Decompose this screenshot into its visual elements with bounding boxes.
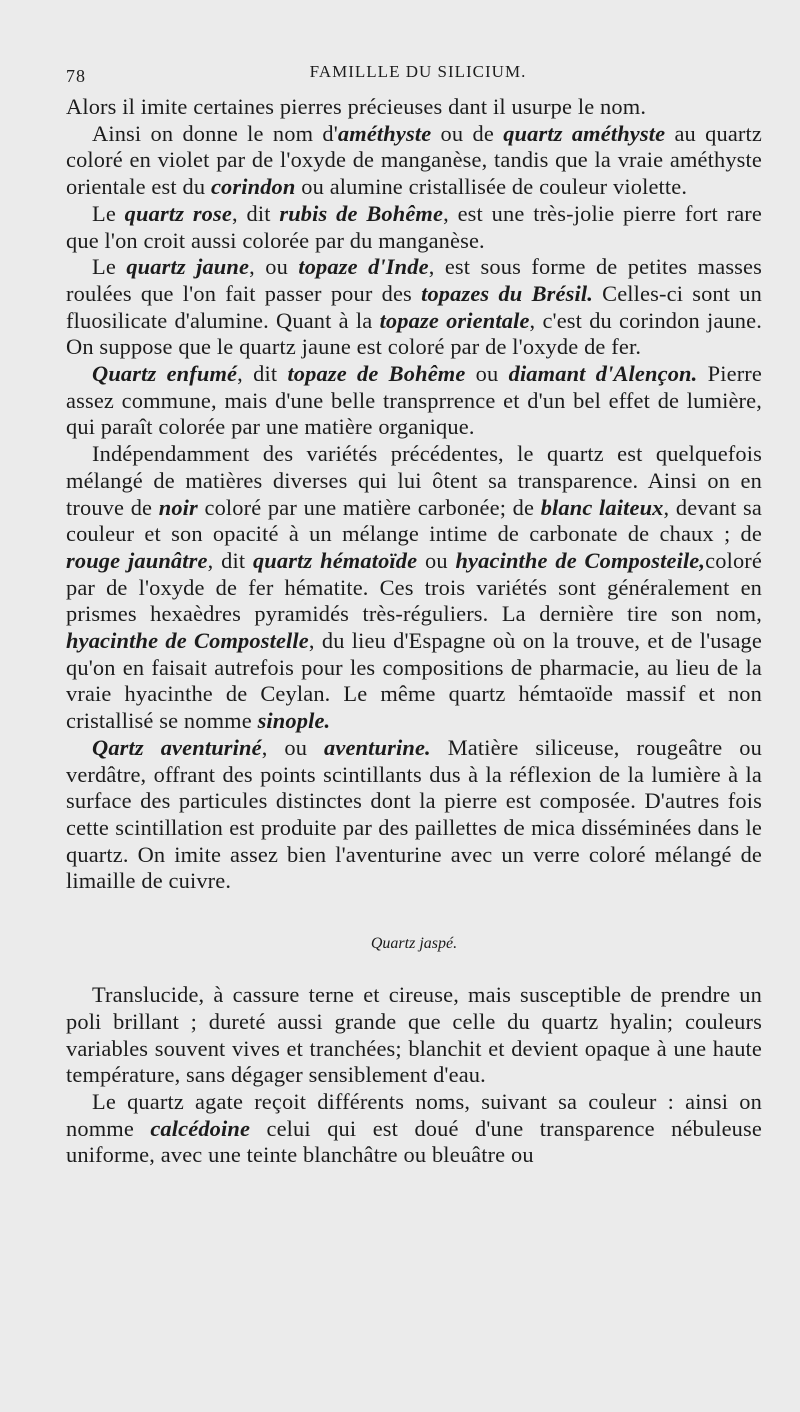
text-run: celui qui est doué d'une transparence nébuleuse uniforme, avec une teinte blanchâtre ou bleuâtre ou: [66, 1115, 762, 1168]
paragraph: [66, 441, 762, 735]
text-run: Alors il imite certaines pierres précieuses dant il usurpe le nom.: [66, 94, 647, 119]
text-run: , dit: [207, 547, 253, 573]
italic-term: calcédoine: [150, 1115, 251, 1141]
italic-term: corindon: [210, 174, 296, 200]
italic-term: Quartz enfumé: [92, 361, 238, 387]
text-run: Matière siliceuse, rougeâtre ou verdâtre, offrant des points scintillants dus à la réflexion de la lumière à la surface des particules distinctes dont la pierre est composée. D'autres fois cette scintillation est produite par des paillettes de mica disséminées dans le quartz. On imite assez bien l'aventurine avec un verre coloré mélangé de limaille de cuivre.: [66, 734, 762, 894]
text-run: ou: [465, 361, 509, 387]
text-run: , du lieu d'Espagne où on la trouve, et de l'usage qu'on en faisait autrefois pour les compositions de pharmacie, au lieu de la vraie hyacinthe de Ceylan. Le même quartz hémtaoïde massif et non cristallisé se nomme: [66, 628, 762, 734]
text-run: au quartz coloré en violet par de l'oxyde de manganèse, tandis que la vraie améthyste orientale est du: [66, 120, 762, 200]
main-text: [66, 94, 762, 895]
section-heading: Quartz jaspé.: [370, 935, 458, 953]
text-run: ou: [417, 547, 456, 573]
text-run: Le quartz agate reçoit différents noms, suivant sa couleur : ainsi on nomme: [66, 1088, 762, 1141]
text-run: ou de: [431, 120, 504, 146]
italic-term: diamant d'Alençon.: [508, 361, 698, 387]
italic-term: quartz hématoïde: [252, 547, 418, 573]
text-run: , est une très-jolie pierre fort rare que l'on croit aussi colorée par du manganèse.: [66, 200, 762, 253]
italic-term: hyacinthe de Compostelle: [66, 628, 309, 654]
paragraph: [66, 121, 762, 201]
text-run: , c'est du corindon jaune. On suppose que le quartz jaune est coloré par de l'oxyde de fer.: [66, 307, 762, 360]
italic-term: blanc laiteux: [540, 494, 664, 520]
italic-term: sinople.: [257, 708, 331, 734]
italic-term: rubis de Bohême: [279, 200, 444, 226]
paragraph: [66, 735, 762, 895]
italic-term: améthyste: [337, 120, 432, 146]
paragraph: [66, 982, 762, 1089]
text-run: Le: [92, 200, 125, 226]
italic-term: quartz améthyste: [503, 120, 666, 146]
text-run: coloré par de l'oxyde de fer hématite. Ces trois variétés sont généralement en prismes hexaèdres pyramidés très-réguliers. La dernière tire son nom,: [66, 547, 762, 627]
italic-term: quartz rose: [124, 200, 232, 226]
text-run: Pierre assez commune, mais d'une belle transprrence et d'un bel effet de lumière, qui paraît colorée par une matière organique.: [66, 361, 763, 440]
running-title: FAMILLLE DU SILICIUM.: [309, 62, 527, 81]
page-number: 78: [66, 66, 86, 86]
text-run: Celles-ci sont un fluosilicate d'alumine. Quant à la: [66, 280, 762, 333]
text-run: , dit: [231, 200, 280, 226]
paragraph: [66, 201, 762, 254]
text-run: , ou: [261, 734, 325, 760]
text-run: coloré par une matière carbonée; de: [197, 494, 541, 520]
text-run: Le: [92, 254, 127, 280]
italic-term: topaze de Bohême: [287, 361, 466, 387]
italic-term: topaze orientale: [379, 307, 530, 333]
page-header: [66, 0, 762, 94]
paragraph: [66, 94, 762, 121]
italic-term: topaze d'Inde: [298, 254, 429, 280]
italic-term: hyacinthe de Composteile,: [455, 547, 706, 573]
italic-term: aventurine.: [324, 734, 431, 760]
italic-term: noir: [158, 494, 198, 520]
italic-term: Qartz aventuriné: [92, 734, 262, 760]
text-run: Translucide, à cassure terne et cireuse, mais susceptible de prendre un poli brillant ; dureté aussi grande que celle du quartz hyalin; couleurs variables souvent vives et tranchées; blanchit et devient opaque à une haute température, sans dégager sensiblement d'eau.: [66, 982, 762, 1088]
text-run: , ou: [249, 254, 299, 280]
paragraph: [66, 1089, 762, 1169]
italic-term: quartz jaune: [126, 254, 250, 280]
text-run: , dit: [237, 361, 288, 387]
italic-term: rouge jaunâtre: [66, 547, 208, 573]
text-run: , devant sa couleur et son opacité à un mélange intime de carbonate de chaux ; de: [66, 494, 762, 547]
section-text: [66, 982, 762, 1169]
italic-term: topazes du Brésil.: [421, 280, 593, 306]
text-run: Indépendamment des variétés précédentes, le quartz est quelquefois mélangé de matières diverses qui lui ôtent sa transparence. Ainsi on en trouve de: [66, 441, 762, 520]
paragraph: [66, 254, 762, 361]
text-run: , est sous forme de petites masses roulées que l'on fait passer pour des: [66, 254, 762, 306]
text-run: ou alumine cristallisée de couleur violette.: [295, 174, 688, 200]
text-run: Ainsi on donne le nom d': [92, 120, 338, 146]
paragraph: [66, 361, 762, 441]
